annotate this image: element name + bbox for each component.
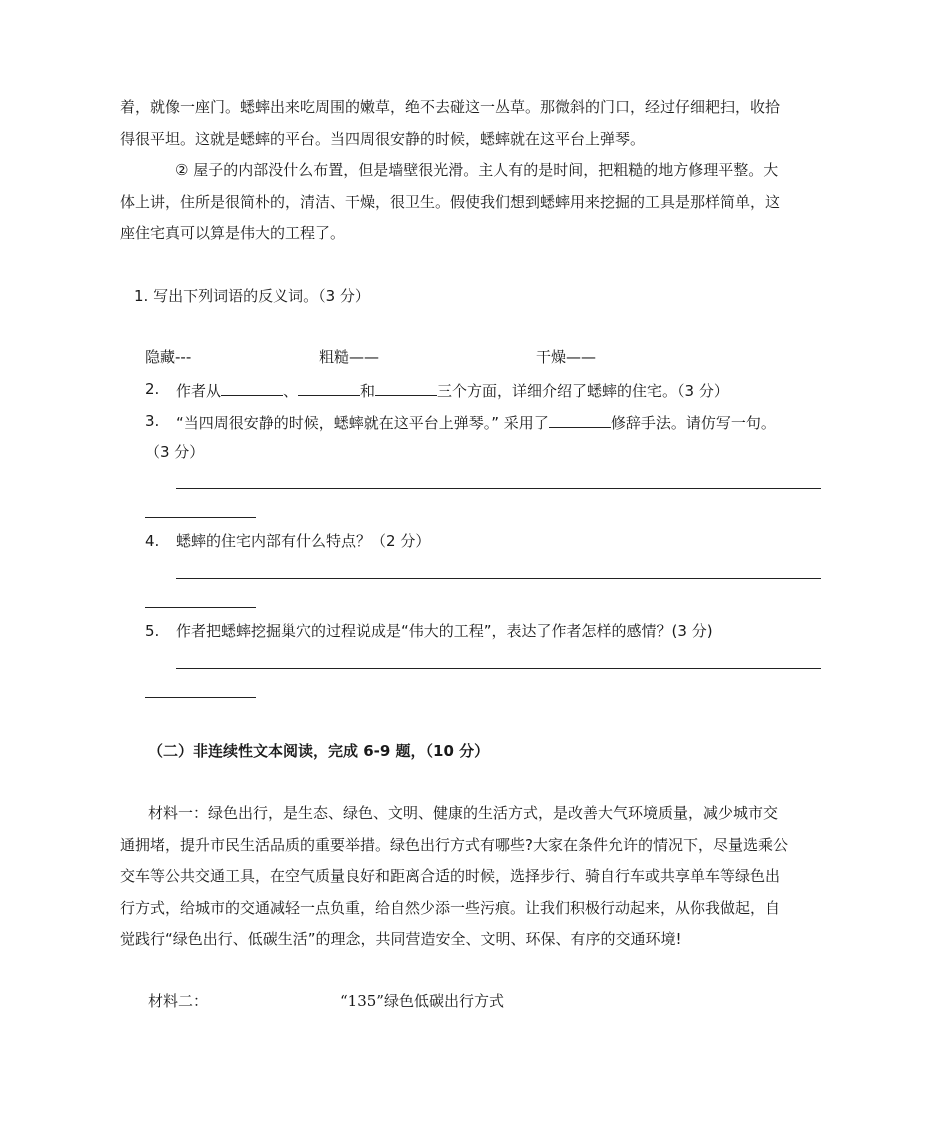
passage-para2-line-3: 座住宅真可以算是伟大的工程了。: [120, 224, 346, 242]
question-3-score: （3 分）: [145, 443, 205, 461]
question-1-word-3: 干燥——: [536, 348, 597, 366]
passage-para2-line-2: 体上讲，住所是很简朴的，清洁、干燥，很卫生。假使我们想到蟋蟀用来挖掘的工具是那样简单，这: [120, 193, 781, 211]
question-1-word-1: 隐藏---: [145, 348, 192, 366]
question-2-blank-1[interactable]: [221, 379, 283, 396]
question-1-word-2: 粗糙——: [319, 348, 380, 366]
question-5-text: 作者把蟋蟀挖掘巢穴的过程说成是“伟大的工程”，表达了作者怎样的感情？(3 分): [176, 622, 713, 640]
question-3-number: 3.: [145, 412, 160, 430]
question-2: [176, 379, 729, 401]
question-2-number: 2.: [145, 380, 160, 398]
passage-para2-line-1: ② 屋子的内部没什么布置，但是墙壁很光滑。主人有的是时间，把粗糙的地方修理平整。大: [175, 161, 779, 179]
question-4-answer-line-1[interactable]: [176, 578, 821, 579]
material-1-line-4: 行方式，给城市的交通减轻一点负重，给自然少添一些污痕。让我们积极行动起来，从你我做起，自: [120, 899, 781, 917]
question-2-text-c: 三个方面，详细介绍了蟋蟀的住宅。（3 分）: [437, 382, 729, 400]
material-1-line-3: 交车等公共交通工具，在空气质量良好和距离合适的时候，选择步行、骑自行车或共享单车等绿色出: [120, 867, 781, 885]
passage-line-2: 得很平坦。这就是蟋蟀的平台。当四周很安静的时候，蟋蟀就在这平台上弹琴。: [120, 130, 646, 148]
question-3-text-a: “当四周很安静的时候，蟋蟀就在这平台上弹琴。” 采用了: [176, 414, 549, 432]
question-2-blank-2[interactable]: [298, 379, 360, 396]
material-1-line-2: 通拥堵，提升市民生活品质的重要举措。绿色出行方式有哪些?大家在条件允许的情况下，尽量选乘公: [120, 836, 788, 854]
question-5-answer-line-1[interactable]: [176, 668, 821, 669]
question-5-answer-line-2[interactable]: [145, 697, 256, 698]
question-2-text-a: 作者从: [176, 382, 222, 400]
question-5-number: 5.: [145, 622, 160, 640]
question-3-answer-line-1[interactable]: [176, 488, 821, 489]
material-1-line-1: 材料一：绿色出行，是生态、绿色、文明、健康的生活方式，是改善大气环境质量，减少城市交: [148, 804, 779, 822]
question-4-text: 蟋蟀的住宅内部有什么特点？（2 分）: [176, 532, 431, 550]
question-2-text-b: 和: [360, 382, 376, 400]
question-3: [176, 411, 776, 433]
question-1-prompt: 1. 写出下列词语的反义词。（3 分）: [134, 287, 370, 305]
question-4-answer-line-2[interactable]: [145, 607, 256, 608]
material-1-line-5: 觉践行“绿色出行、低碳生活”的理念，共同营造安全、文明、环保、有序的交通环境!: [120, 930, 682, 948]
passage-line-1: 着，就像一座门。蟋蟀出来吃周围的嫩草，绝不去碰这一丛草。那微斜的门口，经过仔细耙扫，收拾: [120, 98, 781, 116]
material-2-label: 材料二：: [148, 992, 209, 1010]
question-3-blank[interactable]: [549, 411, 611, 428]
question-4-number: 4.: [145, 532, 160, 550]
question-3-text-b: 修辞手法。请仿写一句。: [610, 414, 776, 432]
section-2-heading: （二）非连续性文本阅读，完成 6-9 题，（10 分）: [148, 742, 490, 760]
question-3-answer-line-2[interactable]: [145, 517, 256, 518]
question-2-blank-3[interactable]: [375, 379, 437, 396]
material-2-title: “135”绿色低碳出行方式: [340, 992, 504, 1010]
question-2-sep: 、: [283, 382, 299, 400]
